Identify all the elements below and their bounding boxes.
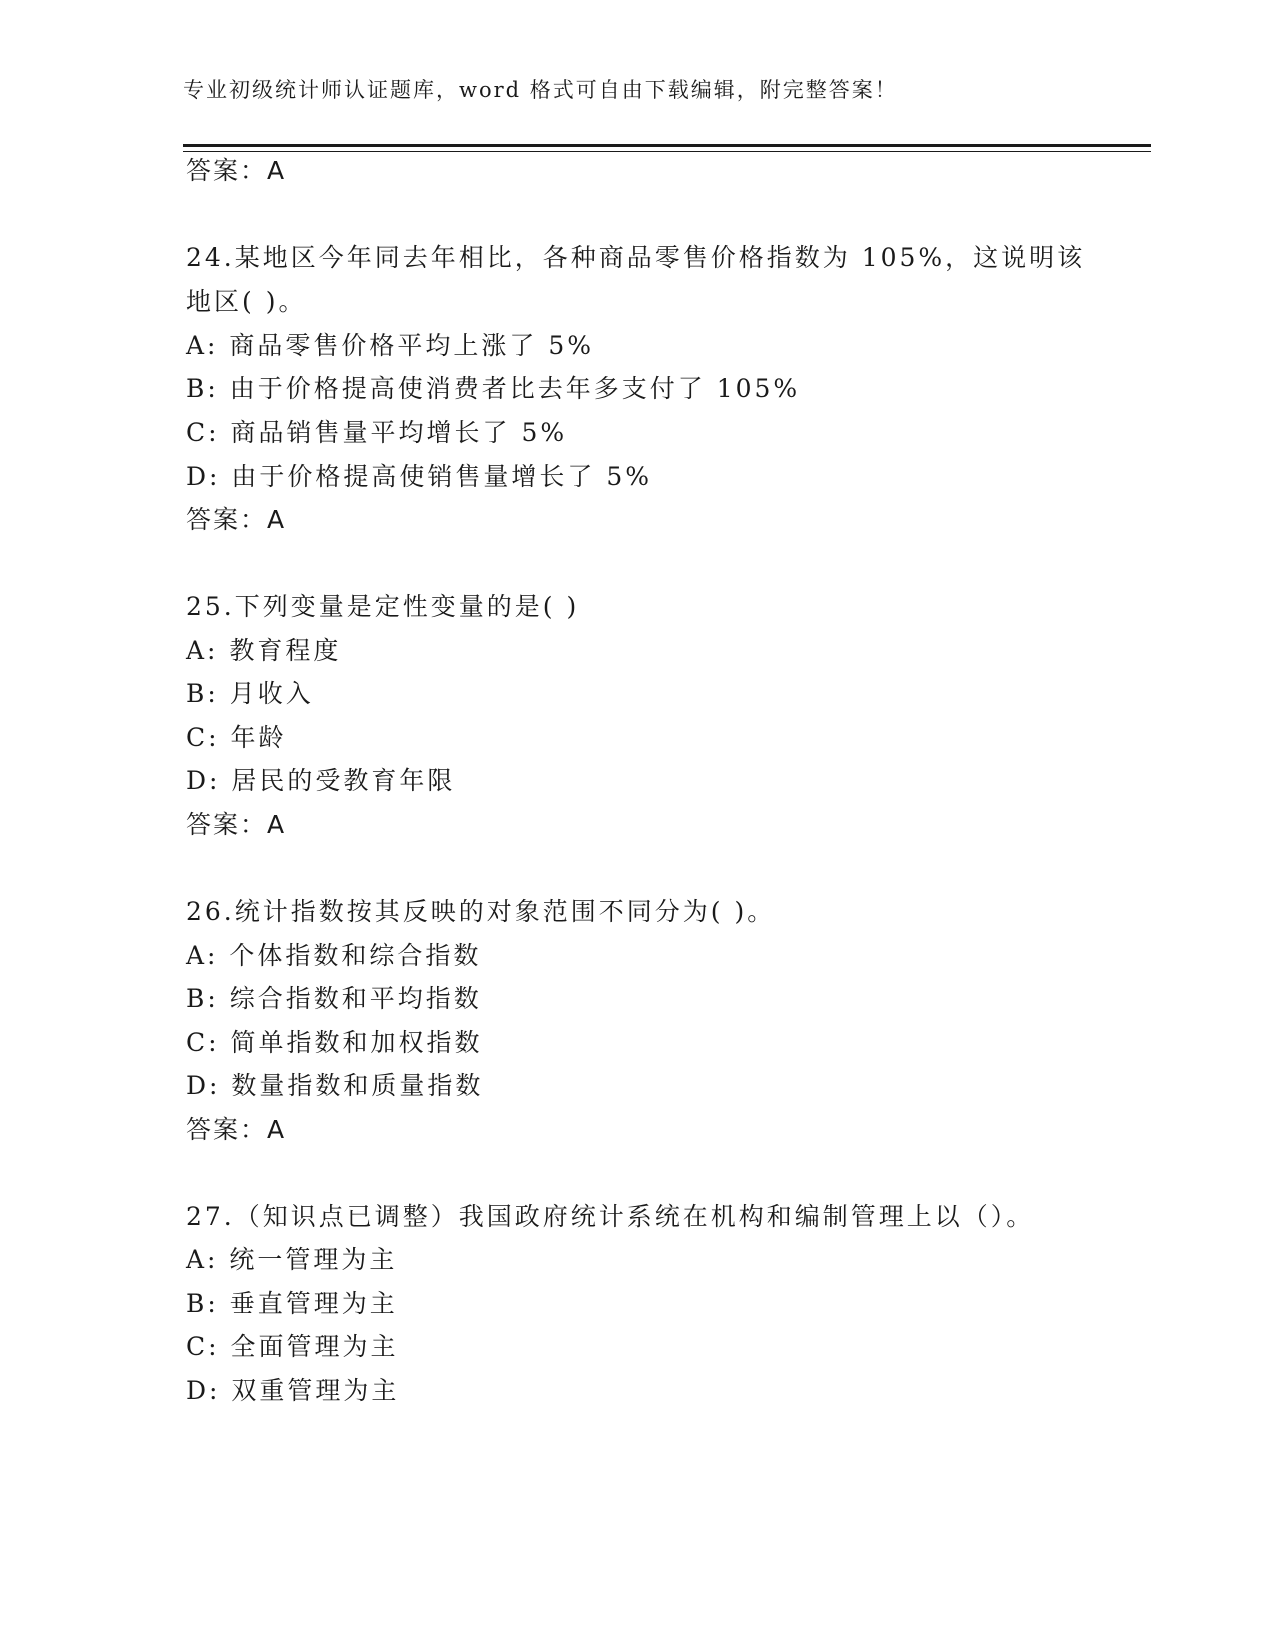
question-stem: 24.某地区今年同去年相比，各种商品零售价格指数为 105%，这说明该	[186, 243, 1086, 272]
header-rule-thick	[183, 144, 1151, 147]
option-d: D: 由于价格提高使销售量增长了 5%	[186, 462, 653, 491]
option-a: A: 教育程度	[186, 636, 342, 665]
answer-line: 答案：A	[186, 1115, 287, 1144]
option-c: C: 全面管理为主	[186, 1332, 399, 1361]
question-stem: 26.统计指数按其反映的对象范围不同分为( )。	[186, 897, 776, 926]
question-stem: 27.（知识点已调整）我国政府统计系统在机构和编制管理上以（）。	[186, 1202, 1035, 1231]
option-a: A: 商品零售价格平均上涨了 5%	[186, 331, 595, 360]
answer-line: 答案：A	[186, 505, 287, 534]
option-b: B: 由于价格提高使消费者比去年多支付了 105%	[186, 374, 801, 403]
question-stem: 25.下列变量是定性变量的是( )	[186, 592, 580, 621]
option-d: D: 数量指数和质量指数	[186, 1071, 484, 1100]
answer-line: 答案：A	[186, 156, 287, 185]
option-d: D: 双重管理为主	[186, 1376, 400, 1405]
option-c: C: 年龄	[186, 723, 287, 752]
option-a: A: 个体指数和综合指数	[186, 941, 482, 970]
option-b: B: 垂直管理为主	[186, 1289, 398, 1318]
option-d: D: 居民的受教育年限	[186, 766, 456, 795]
page-header: 专业初级统计师认证题库，word 格式可自由下载编辑，附完整答案！	[183, 78, 898, 102]
option-c: C: 简单指数和加权指数	[186, 1028, 483, 1057]
option-b: B: 综合指数和平均指数	[186, 984, 482, 1013]
header-rule-thin	[183, 151, 1151, 152]
answer-line: 答案：A	[186, 810, 287, 839]
option-b: B: 月收入	[186, 679, 314, 708]
option-a: A: 统一管理为主	[186, 1245, 398, 1274]
option-c: C: 商品销售量平均增长了 5%	[186, 418, 568, 447]
question-stem-continued: 地区( )。	[186, 287, 307, 316]
